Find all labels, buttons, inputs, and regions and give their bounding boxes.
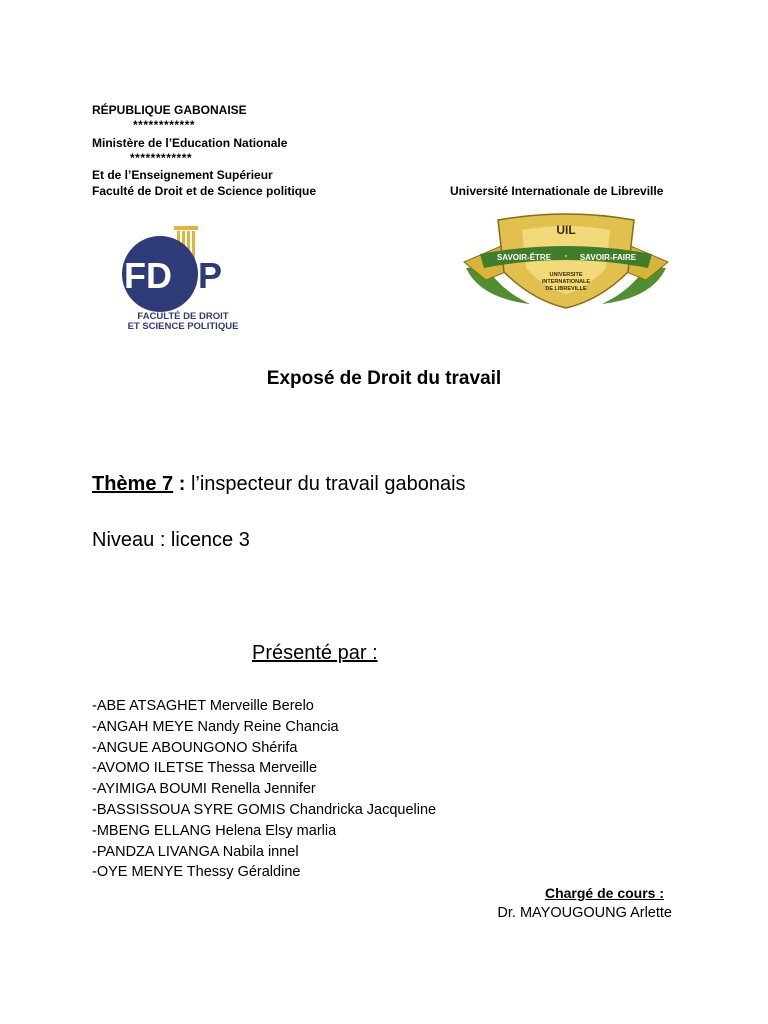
motto-right: SAVOIR-FAIRE: [579, 253, 637, 262]
theme-value: l’inspecteur du travail gabonais: [190, 473, 466, 495]
theme-label: Thème 7: [92, 473, 174, 495]
fdsp-caption-line2: ET SCIENCE POLITIQUE: [127, 321, 239, 332]
fdsp-acronym-part: SP: [174, 255, 223, 296]
pillar-capital: [174, 226, 198, 230]
university-name: Université Internationale de Libreville: [450, 184, 664, 198]
fdsp-logo: [118, 222, 248, 332]
theme-separator: :: [173, 473, 191, 495]
list-item: -ANGUE ABOUNGONO Shérifa: [92, 739, 298, 756]
students-list: [92, 696, 436, 883]
motto-dash: -: [564, 251, 568, 260]
list-item: -OYE MENYE Thessy Géraldine: [92, 864, 301, 881]
fdsp-caption-line1: FACULTÉ DE DROIT: [137, 311, 229, 322]
uil-acronym: UIL: [556, 223, 576, 237]
list-item: -PANDZA LIVANGA Nabila innel: [92, 843, 299, 860]
list-item: -ABE ATSAGHET Merveille Berelo: [92, 698, 314, 714]
presented-by-heading: Présenté par :: [252, 642, 378, 664]
list-item: -ANGAH MEYE Nandy Reine Chancia: [92, 718, 339, 735]
lecturer-label: Chargé de cours :: [544, 885, 664, 901]
separator-stars: ************: [130, 151, 193, 165]
document-title: Exposé de Droit du travail: [266, 368, 502, 389]
fdsp-acronym-part: FD: [124, 255, 172, 296]
uil-line2: INTERNATIONALE: [541, 279, 591, 285]
uil-line3: DE LIBREVILLE: [545, 286, 587, 292]
list-item: -BASSISSOUA SYRE GOMIS Chandricka Jacqueline: [92, 801, 437, 818]
separator-stars: ************: [133, 118, 196, 132]
list-item: -AVOMO ILETSE Thessa Merveille: [92, 760, 318, 777]
motto-left: SAVOIR-ÊTRE: [496, 253, 552, 262]
lecturer-name: Dr. MAYOUGOUNG Arlette: [497, 905, 672, 921]
theme-line: [92, 473, 466, 496]
republic-name: RÉPUBLIQUE GABONAISE: [92, 103, 247, 117]
faculty-name: Faculté de Droit et de Science politique: [92, 184, 317, 198]
level-line: Niveau : licence 3: [92, 529, 250, 551]
list-item: -MBENG ELLANG Helena Elsy marlia: [92, 822, 337, 839]
list-item: -AYIMIGA BOUMI Renella Jennifer: [92, 781, 316, 798]
higher-education: Et de l’Enseignement Supérieur: [92, 168, 273, 182]
uil-line1: UNIVERSITE: [549, 272, 583, 278]
ministry-name: Ministère de l’Education Nationale: [92, 136, 288, 150]
uil-logo: [460, 208, 672, 312]
